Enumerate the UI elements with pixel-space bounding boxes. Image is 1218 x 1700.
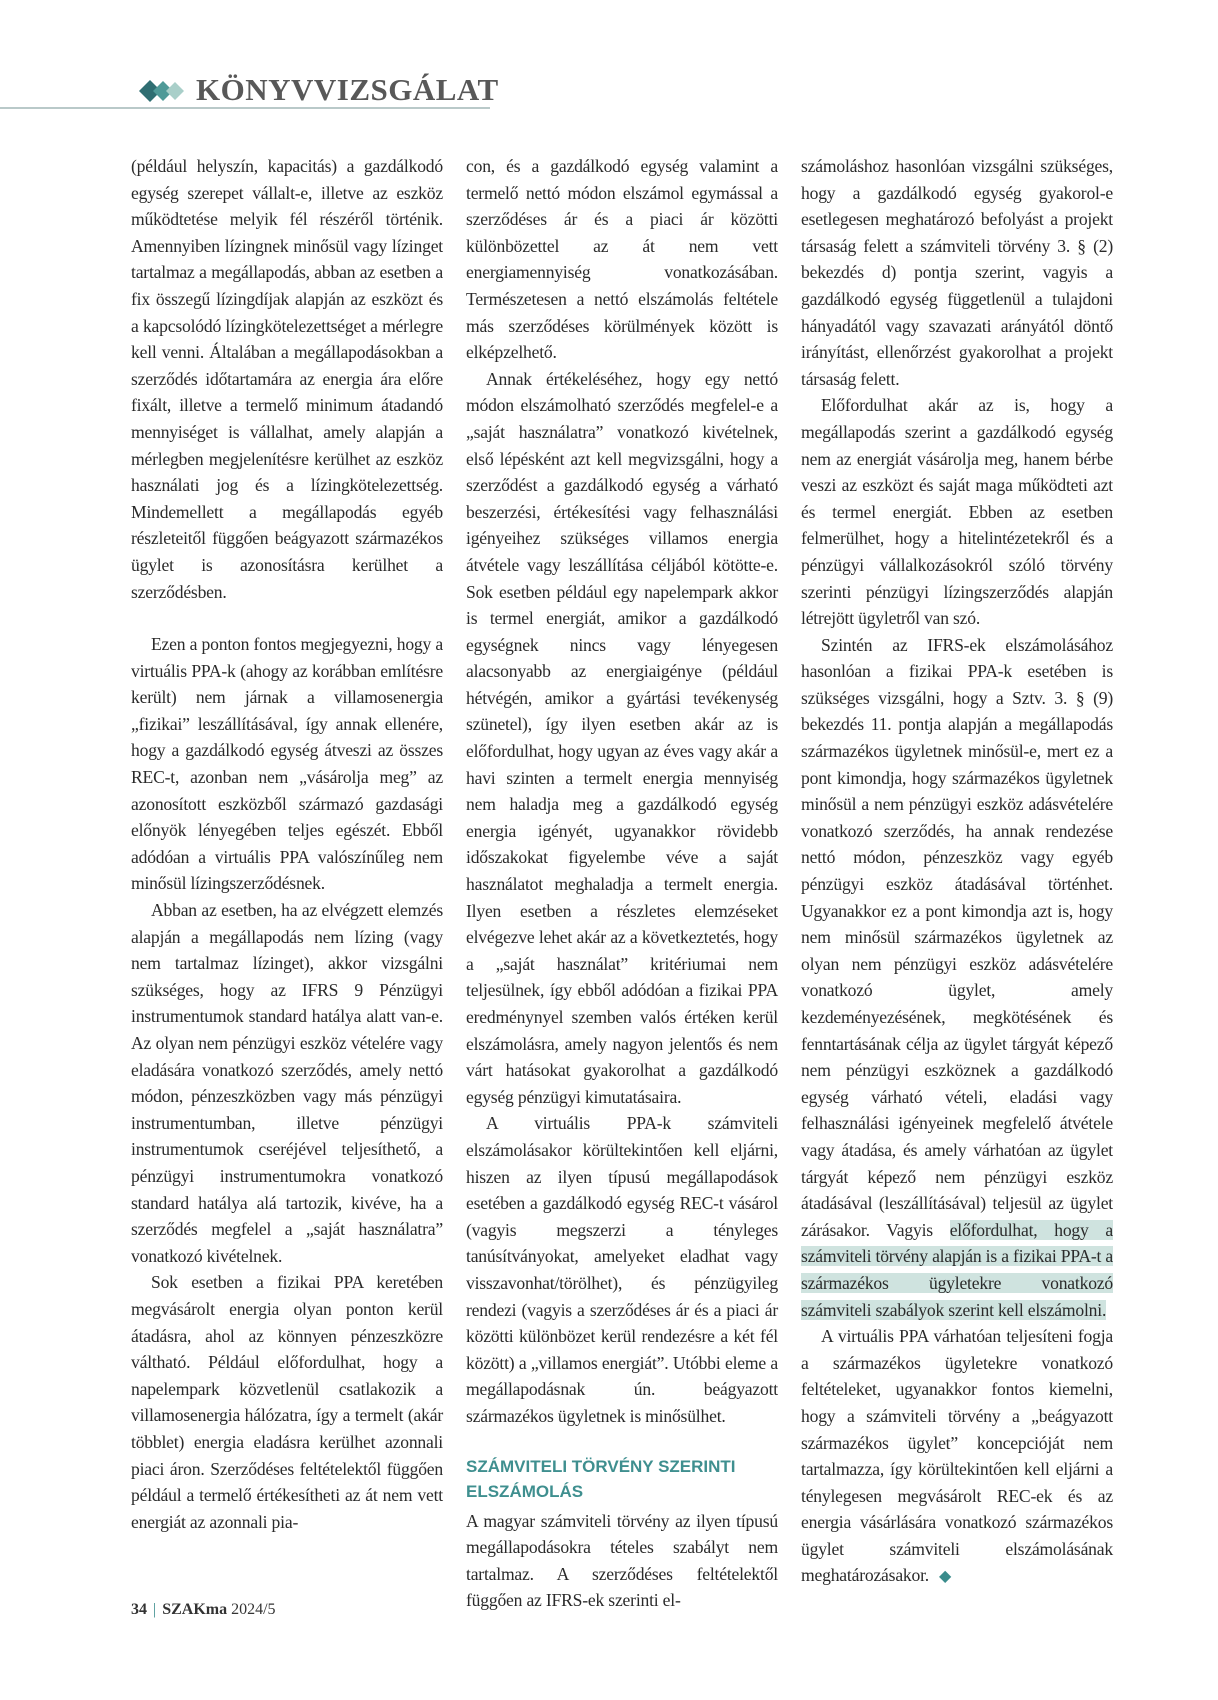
paragraph: (például helyszín, kapacitás) a gazdálkodó egység szerepet vállalt-e, illetve az eszköz működtetése melyik fél részéről történik. Amennyiben lízingnek minősül vagy lízinget tartalmaz a megállapodás, abban az esetben a fix összegű lízingdíjak alapján az eszközt és a kapcsolódó lízingkötelezettséget a mérlegre kell venni. Általában a megállapodásokban a szerződés időtartamára az energia ára előre fixált, illetve a termelő minimum átadandó mennyiséget is vállalhat, amely alapján a mérlegben megjelenítésre kerülhet az eszköz használati jog és a lízingkötelezettség. Mindemellett a megállapodás egyéb részleteitől függően beágyazott származékos ügylet is azonosításra kerülhet a szerződésben. — [131, 156, 443, 602]
paragraph: Ezen a ponton fontos megjegyezni, hogy a virtuális PPA-k (ahogy az korábban említésre került) nem járnak a villamosenergia „fizikai” leszállításával, így annak ellenére, hogy a gazdálkodó egység átveszi az összes REC-t, azonban nem „vásárolja meg” az azonosított eszközből származó gazdasági előnyök lényegében teljes egészét. Ebből adódóan a virtuális PPA valószínűleg nem minősül lízingszerződésnek. — [131, 634, 443, 894]
paragraph: számoláshoz hasonlóan vizsgálni szükséges, hogy a gazdálkodó egység gyakorol-e esetlegesen meghatározó befolyást a projekt társaság felett a számviteli törvény 3. § (2) bekezdés d) pontja szerint, vagyis a gazdálkodó egység függetlenül a tulajdoni hányadától vagy szavazati arányától döntő irányítást, ellenőrzést gyakorolhat a projekt társaság felett. — [801, 156, 1113, 389]
text-column-1 — [131, 153, 443, 1535]
paragraph: A virtuális PPA-k számviteli elszámolásakor körültekintően kell eljárni, hiszen az ilyen típusú megállapodások esetében a gazdálkodó egység REC-t vásárol (vagyis megszerzi a tényleges tanúsítványokat, amelyeket eladhat vagy visszavonhat/törölhet), és pénzügyileg rendezi (vagyis a szerződéses ár és a piaci ár közötti különbözet kerül rendezésre a két fél között) a „villamos energiát”. Utóbbi eleme a megállapodásnak ún. beágyazott származékos ügyletnek is minősülhet. — [466, 1113, 778, 1426]
paragraph-text: A virtuális PPA várhatóan teljesíteni fogja a származékos ügyletekre vonatkozó feltételeket, ugyanakkor fontos kiemelni, hogy a számviteli törvény a „beágyazott származékos ügylet” koncepcióját nem tartalmazza, így körültekintően kell eljárni a ténylegesen megvásárolt REC-ek és az energia vásárlására vonatkozó származékos ügylet számviteli elszámolásának meghatározásakor. — [801, 1326, 1113, 1586]
footer-separator: | — [153, 1601, 157, 1618]
paragraph: Előfordulhat akár az is, hogy a megállapodás szerint a gazdálkodó egység nem az energiát vásárolja meg, hanem bérbe veszi az eszközt és saját maga működteti azt és termel energiát. Ebben az esetben felmerülhet, hogy a hitelintézetekről és a pénzügyi vállalkozásokról szóló törvény szerinti pénzügyi lízingszerződés alapján létrejött ügyletről van szó. — [801, 395, 1113, 629]
page-number: 34 — [131, 1601, 147, 1618]
paragraph: A magyar számviteli törvény az ilyen típusú megállapodásokra tételes szabályt nem tartalmaz. A szerződéses feltételektől függően az IFRS-ek szerinti el- — [466, 1510, 778, 1611]
paragraph: Annak értékeléséhez, hogy egy nettó módon elszámolható szerződés megfelel-e a „saját használatra” vonatkozó kivételnek, első lépésként azt kell megvizsgálni, hogy a szerződést a gazdálkodó egység a várható beszerzési, értékesítési vagy felhasználási igényeihez szükséges villamos energia átvétele vagy leszállítása céljából kötötte-e. Sok esetben például egy napelempark akkor is termel energiát, amikor a gazdálkodó egységnek nincs vagy lényegesen alacsonyabb az energiaigénye (például hétvégén, amikor a gyártási tevékenység szünetel), így ilyen esetben akár az is előfordulhat, hogy ugyan az éves vagy akár a havi szinten a termelt energia mennyiség nem haladja meg a gazdálkodó egység energia igényét, ugyanakkor rövidebb időszakokat figyelembe véve a saját használatot meghaladja a termelt energia. Ilyen esetben a részletes elemzéseket elvégezve lehet akár az a következtetés, hogy a „saját használat” kritériumai nem teljesülnek, így ebből adódóan a fizikai PPA eredménynyel szemben valós értéken kerül elszámolásra, amely nagyon jelentős és nem várt hatásokat gyakorolhat a gazdálkodó egység pénzügyi kimutatásaira. — [466, 368, 778, 1107]
paragraph: Sok esetben a fizikai PPA keretében megvásárolt energia olyan ponton kerül átadásra, ahol az könnyen pénzeszközre váltható. Például előfordulhat, hogy a napelempark közvetlenül csatlakozik a villamosenergia hálózatra, így a termelt (akár többlet) energia eladásra kerülhet azonnali piaci áron. Szerződéses feltételektől függően például a termelő értékesítheti az át nem vett energiát az azonnali pia- — [131, 1272, 443, 1532]
diamonds-logo-icon — [128, 78, 188, 104]
end-diamond-icon: ◆ — [939, 1568, 952, 1586]
paragraph-text: Szintén az IFRS-ek elszámolásához hasonlóan a fizikai PPA-k esetében is szükséges vizsgálni, hogy a Sztv. 3. § (9) bekezdés 11. pontja alapján a megállapodás származékos ügyletnek minősül-e, mert ez a pont kimondja, hogy származékos ügyletnek minősül a nem pénzügyi eszköz adásvételére vonatkozó szerződés, ha annak rendezése nettó módon, pénzeszköz vagy egyéb pénzügyi eszköz átadásával történhet. Ugyanakkor ez a pont kimondja azt is, hogy nem minősül származékos ügyletnek az olyan nem pénzügyi eszköz adásvételére vonatkozó ügylet, amely kezdeményezésének, megkötésének és fenntartásának célja az ügylet tárgyát képező nem pénzügyi eszköznek a gazdálkodó egység várható vételi, eladási vagy felhasználási igényeinek megfelelő átvétele vagy átadása, és amely várhatóan az ügylet tárgyát képező nem pénzügyi eszköz átadásával (leszállításával) teljesül az ügylet zárásakor. Vagyis — [801, 634, 1113, 1240]
magazine-name: SZAKma — [162, 1601, 228, 1618]
section-title: KÖNYVVIZSGÁLAT — [196, 72, 499, 107]
highlighted-text: előfordulhat, hogy a számviteli törvény alapján is a fizikai PPA-t a származékos ügyletekre vonatkozó számviteli szabályok szerint kell elszámolni. — [801, 1219, 1113, 1320]
paragraph: Abban az esetben, ha az elvégzett elemzés alapján a megállapodás nem lízing (vagy nem tartalmaz lízinget), akkor vizsgálni szükséges, hogy az IFRS 9 Pénzügyi instrumentumok standard hatálya alatt van-e. Az olyan nem pénzügyi eszköz vételére vagy eladására vonatkozó szerződés, amely nettó módon, pénzeszközben vagy más pénzügyi instrumentumban, illetve pénzügyi instrumentumok cseréjével teljesíthető, a pénzügyi instrumentumokra vonatkozó standard hatálya alá tartozik, kivéve, ha a szerződés megfelel a „saját használatra” vonatkozó kivételnek. — [131, 900, 443, 1266]
issue-number: 2024/5 — [231, 1601, 276, 1618]
page-footer — [131, 1601, 276, 1619]
paragraph — [801, 632, 1113, 1323]
paragraph — [801, 1323, 1113, 1591]
paragraph: con, és a gazdálkodó egység valamint a termelő nettó módon elszámol egymással a szerződéses ár és a piaci ár közötti különbözettel az át nem vett energiamennyiség vonatkozásában. Természetesen a nettó elszámolás feltétele más szerződéses körülmények között is elképzelhető. — [466, 156, 778, 363]
subsection-heading: SZÁMVITELI TÖRVÉNY SZERINTI ELSZÁMOLÁS — [466, 1456, 736, 1501]
text-column-3 — [801, 153, 1113, 1591]
text-column-2 — [466, 153, 778, 1614]
